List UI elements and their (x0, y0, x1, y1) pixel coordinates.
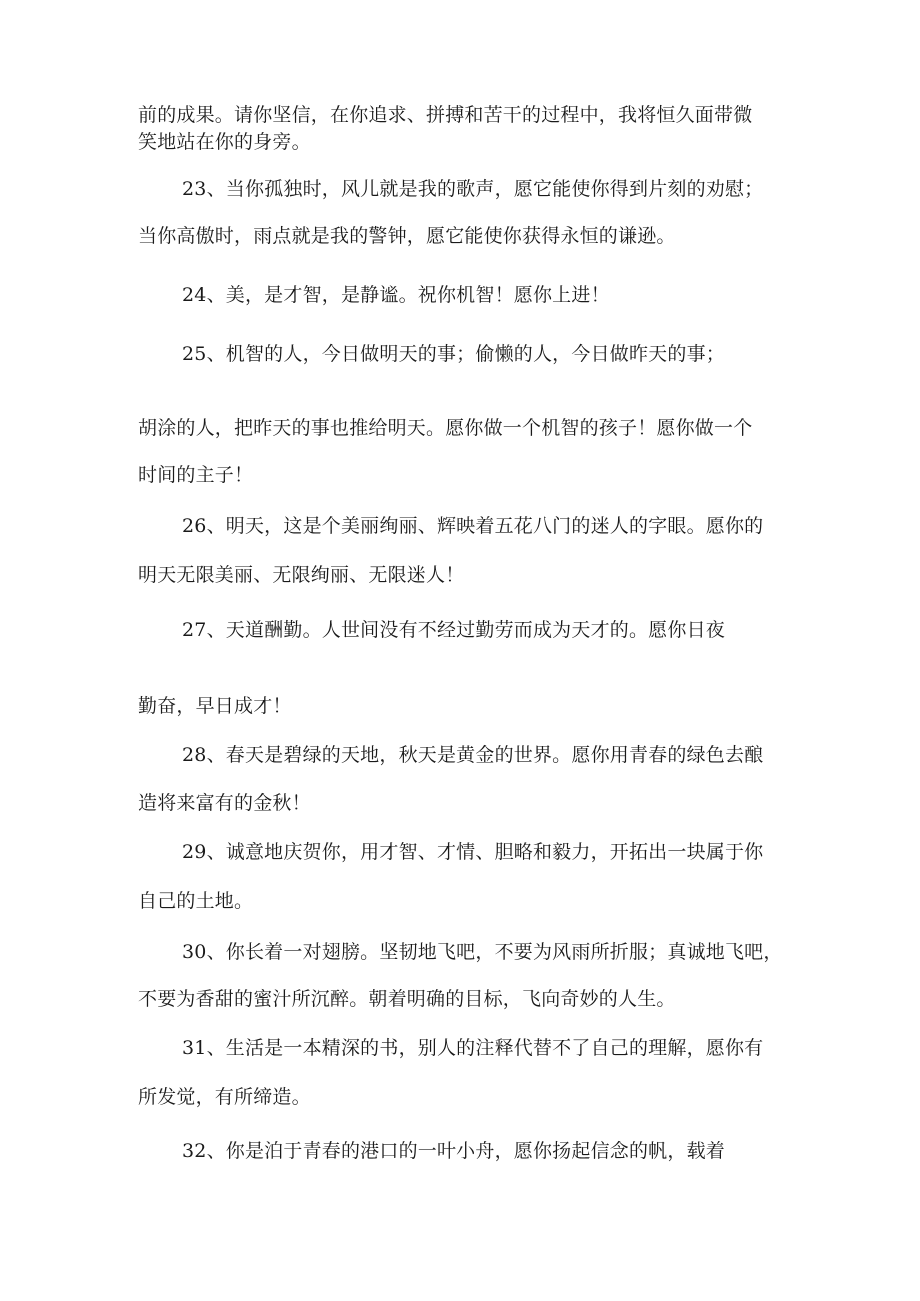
text-line: 前的成果。请你坚信，在你追求、拼搏和苦干的过程中，我将恒久面带微 (138, 104, 753, 126)
text-line: 当你高傲时，雨点就是我的警钟，愿它能使你获得永恒的谦逊。 (138, 225, 676, 247)
text-line: 27、天道酬勤。人世间没有不经过勤劳而成为天才的。愿你日夜 (182, 619, 725, 641)
text-line: 24、美，是才智，是静谧。祝你机智！愿你上进！ (182, 284, 610, 306)
text-line: 32、你是泊于青春的港口的一叶小舟，愿你扬起信念的帆，载着 (182, 1140, 725, 1162)
text-line: 所发觉，有所缔造。 (138, 1086, 311, 1108)
text-line: 明天无限美丽、无限绚丽、无限迷人！ (138, 564, 465, 586)
text-line: 时间的主子！ (138, 464, 254, 486)
text-line: 30、你长着一对翅膀。坚韧地飞吧，不要为风雨所折服；真诚地飞吧， (182, 941, 783, 963)
text-line: 23、当你孤独时，风儿就是我的歌声，愿它能使你得到片刻的劝慰； (182, 178, 764, 200)
text-line: 胡涂的人，把昨天的事也推给明天。愿你做一个机智的孩子！愿你做一个 (138, 417, 753, 439)
text-line: 笑地站在你的身旁。 (138, 131, 311, 153)
text-line: 25、机智的人，今日做明天的事；偷懒的人，今日做昨天的事； (182, 343, 725, 365)
text-line: 勤奋，早日成才！ (138, 695, 292, 717)
text-line: 28、春天是碧绿的天地，秋天是黄金的世界。愿你用青春的绿色去酿 (182, 744, 764, 766)
text-line: 自己的土地。 (138, 890, 254, 912)
text-line: 不要为香甜的蜜汁所沉醉。朝着明确的目标，飞向奇妙的人生。 (138, 988, 676, 1010)
text-line: 26、明天，这是个美丽绚丽、辉映着五花八门的迷人的字眼。愿你的 (182, 515, 764, 537)
text-line: 31、生活是一本精深的书，别人的注释代替不了自己的理解，愿你有 (182, 1037, 764, 1059)
text-line: 造将来富有的金秋！ (138, 792, 311, 814)
text-line: 29、诚意地庆贺你，用才智、才情、胆略和毅力，开拓出一块属于你 (182, 841, 764, 863)
